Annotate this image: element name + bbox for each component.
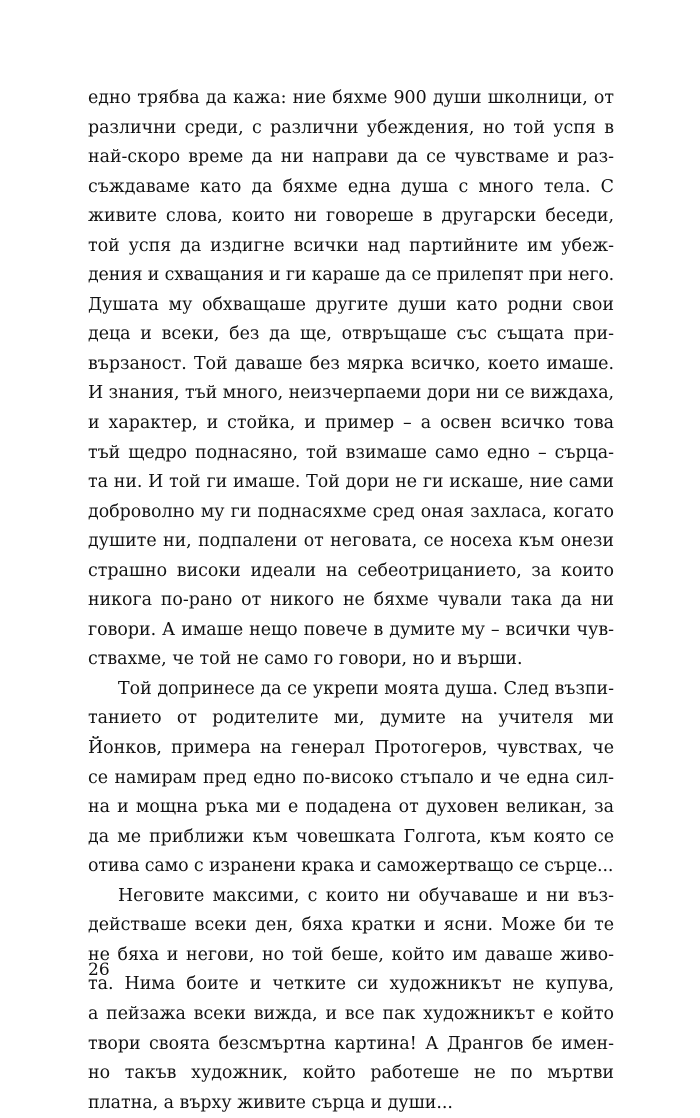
text-line: най-скоро време да ни направи да се чувстваме и раз- (88, 147, 614, 168)
paragraph (88, 675, 614, 882)
paragraph (88, 84, 614, 675)
paragraph (88, 882, 614, 1118)
text-line: действаше всеки ден, бяха кратки и ясни. Може би те (88, 915, 614, 936)
text-line: той успя да издигне всички над партийните им убеж- (88, 235, 614, 256)
text-line: на и мощна ръка ми е подадена от духовен великан, за (88, 797, 614, 818)
text-line: деца и всеки, без да ще, отвръщаше със същата при- (88, 324, 614, 345)
text-line: платна, а върху живите сърца и души... (88, 1092, 453, 1113)
text-line: ствахме, че той не само го говори, но и върши. (88, 649, 523, 670)
text-line: различни среди, с различни убеждения, но той успя в (88, 117, 614, 138)
text-line: твори своята безсмъртна картина! А Дрангов бе имен- (88, 1033, 614, 1054)
body-text (88, 84, 614, 1118)
page-number: 26 (88, 960, 110, 980)
text-line: и характер, и стойка, и пример – а освен всичко това (88, 413, 614, 434)
text-line: тъй щедро поднасяно, той взимаше само едно – сърца- (88, 442, 614, 463)
text-line: но такъв художник, който работеше не по мъртви (88, 1063, 614, 1084)
text-line: отива само с изранени крака и саможертващо се сърце... (88, 856, 614, 877)
text-line: танието от родителите ми, думите на учителя ми (88, 708, 614, 729)
text-line: не бяха и негови, но той беше, който им даваше живо- (88, 944, 614, 965)
text-line: та. Нима боите и четките си художникът не купува, (88, 974, 614, 995)
text-line: та ни. И той ги имаше. Той дори не ги искаше, ние сами (88, 472, 614, 493)
text-line: живите слова, които ни говореше в другарски беседи, (88, 206, 614, 227)
text-line: И знания, тъй много, неизчерпаеми дори ни се виждаха, (88, 383, 614, 404)
text-line: да ме приближи към човешката Голгота, към която се (88, 826, 614, 847)
text-line: Душата му обхващаше другите души като родни свои (88, 294, 614, 315)
text-line: Йонков, примера на генерал Протогеров, чувствах, че (88, 738, 614, 759)
text-line: говори. А имаше нещо повече в думите му – всички чув- (88, 619, 614, 640)
text-line: страшно високи идеали на себеотрицанието, за които (88, 560, 614, 581)
text-line: се намирам пред едно по-високо стъпало и че една сил- (88, 767, 614, 788)
text-line: душите ни, подпалени от неговата, се носеха към онези (88, 531, 614, 552)
text-line: дения и схващания и ги караше да се прилепят при него. (88, 265, 615, 286)
text-line: Неговите максими, с които ни обучаваше и ни въз- (118, 885, 614, 906)
text-line: доброволно му ги поднасяхме сред оная захласа, когато (88, 501, 614, 522)
text-line: а пейзажа всеки вижда, и все пак художникът е който (88, 1003, 614, 1024)
text-line: вързаност. Той даваше без мярка всичко, което имаше. (88, 353, 614, 374)
text-line: едно трябва да кажа: ние бяхме 900 души школници, от (88, 88, 614, 108)
text-line: съждаваме като да бяхме една душа с много тела. С (88, 176, 614, 197)
text-line: никога по-рано от никого не бяхме чували така да ни (88, 590, 614, 611)
text-line: Той допринесе да се укрепи моята душа. След възпи- (118, 678, 614, 699)
